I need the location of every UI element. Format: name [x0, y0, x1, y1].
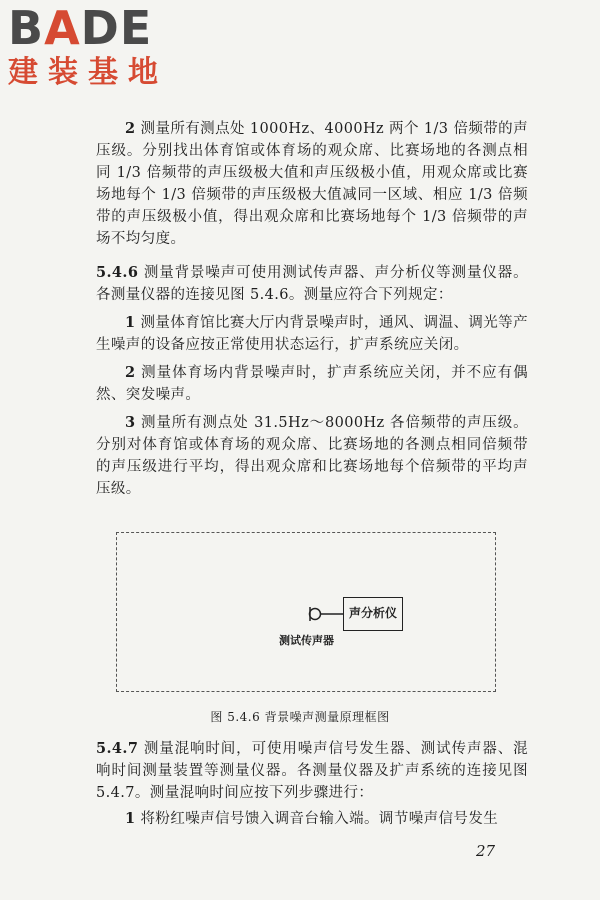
clause-number: 5.4.6: [96, 264, 139, 281]
clause-number: 5.4.7: [96, 740, 139, 757]
clause-heading: [96, 262, 528, 306]
item-text: 将粉红噪声信号馈入调音台输入端。调节噪声信号发生: [140, 811, 499, 827]
item-number: 1: [125, 314, 136, 331]
clause-text: 测量混响时间，可使用噪声信号发生器、测试传声器、混响时间测量装置等测量仪器。各测量仪器及扩声系统的连接见图 5.4.7。测量混响时间应按下列步骤进行：: [96, 741, 528, 801]
item-text: 测量所有测点处 31.5Hz～8000Hz 各倍频带的声压级。分别对体育馆或体育场的观众席、比赛场地的各测点相同倍频带的声压级进行平均，得出观众席和比赛场地每个倍频带的平均声压级。: [96, 415, 529, 497]
paragraph-item-2: [96, 118, 528, 250]
sound-analyzer-box: 声分析仪: [343, 597, 403, 631]
page-number: 27: [476, 842, 496, 860]
clause-item-2: [96, 362, 528, 406]
item-text: 测量所有测点处 1000Hz、4000Hz 两个 1/3 倍频带的声压级。分别找出体育馆或体育场的观众席、比赛场地的各测点相同 1/3 倍频带的声压级极大值和声压级极小值，用观众席或比赛场地每个 1/3 倍频带的声压级极大值减同一区域、相应 1/3 倍频带的声压级极小值，得出观众席和比赛场地每个 1/3 倍频带的声场不均匀度。: [96, 121, 528, 247]
figure-5-4-6: [116, 532, 496, 692]
clause-item-3: [96, 412, 528, 500]
item-number: 2: [125, 120, 136, 137]
logo-brand: BADE: [8, 1, 153, 55]
clause-item-1: [96, 808, 528, 830]
item-text: 测量体育场内背景噪声时，扩声系统应关闭，并不应有偶然、突发噪声。: [96, 365, 528, 403]
item-number: 2: [125, 364, 136, 381]
figure-caption: 图 5.4.6 背景噪声测量原理框图: [210, 710, 390, 724]
clause-5-4-6: [96, 262, 528, 500]
microphone-label: 测试传声器: [279, 634, 334, 647]
section-top: [96, 118, 528, 250]
logo-subtitle: 建装基地: [8, 55, 168, 90]
microphone-icon: [307, 605, 343, 623]
item-number: 3: [125, 414, 136, 431]
item-number: 1: [125, 810, 136, 827]
clause-heading: [96, 738, 528, 804]
brand-logo: [8, 1, 183, 96]
logo-brand-text: [8, 1, 183, 55]
clause-text: 测量背景噪声可使用测试传声器、声分析仪等测量仪器。各测量仪器的连接见图 5.4.6。测量应符合下列规定：: [96, 265, 528, 303]
item-text: 测量体育馆比赛大厅内背景噪声时，通风、调温、调光等产生噪声的设备应按正常使用状态运行，扩声系统应关闭。: [96, 315, 528, 353]
clause-item-1: [96, 312, 528, 356]
clause-5-4-7: [96, 738, 528, 830]
